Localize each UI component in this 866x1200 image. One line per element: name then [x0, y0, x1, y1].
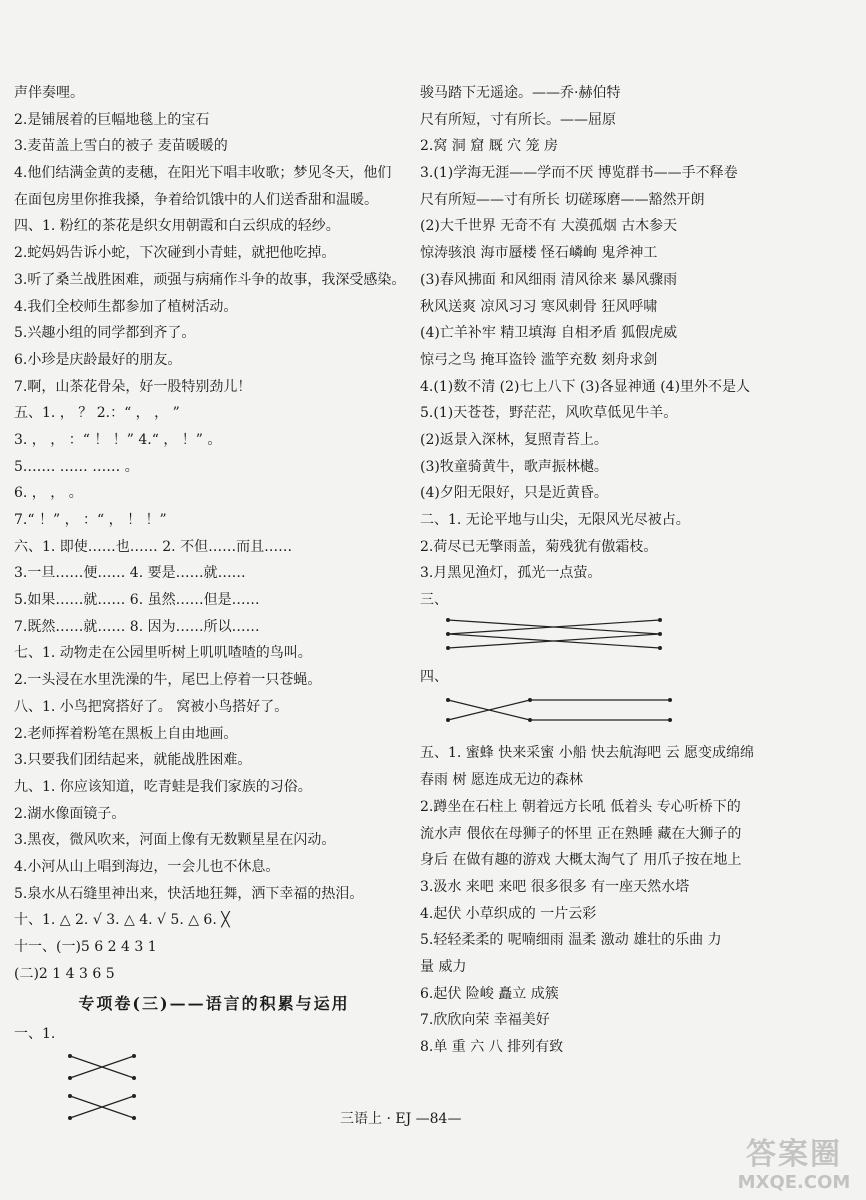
- spacer: [420, 730, 860, 740]
- answer-line: 十一、(一)5 6 2 4 3 1: [14, 939, 157, 955]
- answer-line: 2.老师挥着粉笔在黑板上自由地画。: [14, 725, 238, 742]
- answer-line: 骏马踏下无遥途。——乔·赫伯特: [420, 85, 621, 101]
- answer-line: 3.麦苗盖上雪白的被子 麦苗暖暖的: [14, 138, 228, 155]
- answer-line: (二)2 1 4 3 6 5: [14, 965, 115, 982]
- answer-line: (2)大千世界 无奇不有 大漠孤烟 古木参天: [420, 218, 678, 235]
- page-footer: 三语上 · EJ —84—: [340, 1111, 462, 1127]
- answer-line: 4.小河从山上唱到海边，一会儿也不休息。: [14, 858, 280, 875]
- answer-line: 2.是铺展着的巨幅地毯上的宝石: [14, 111, 210, 128]
- answer-line: 惊涛骇浪 海市蜃楼 怪石嶙峋 鬼斧神工: [420, 245, 658, 262]
- answer-line: 5.泉水从石缝里神出来，快活地狂舞，洒下幸福的热泪。: [14, 885, 364, 902]
- answer-line: 一、1.: [14, 1026, 56, 1043]
- matching-diagram: [420, 690, 740, 730]
- answer-line: 7.啊，山茶花骨朵，好一股特别劲儿！: [14, 378, 252, 395]
- matching-lines: [420, 614, 860, 654]
- answer-line: 2.一头浸在水里洗澡的牛，尾巴上停着一只苍蝇。: [14, 672, 322, 689]
- answer-line: 5.轻轻柔柔的 呢喃细雨 温柔 激动 雄壮的乐曲 力: [420, 932, 722, 949]
- answer-line: 九、1. 你应该知道，吃青蛙是我们家族的习俗。: [14, 778, 312, 795]
- answer-line: (3)牧童骑黄牛，歌声振林樾。: [420, 458, 608, 475]
- answer-line: (4)亡羊补牢 精卫填海 自相矛盾 狐假虎威: [420, 325, 678, 342]
- watermark-site-text: MXQE.COM: [737, 1172, 851, 1193]
- answer-line: 4.我们全校师生都参加了植树活动。: [14, 298, 238, 315]
- answer-line: 秋风送爽 凉风习习 寒风刺骨 狂风呼啸: [420, 298, 658, 315]
- answer-line: 7.“ ！” ， ：“ ， ！ ！”: [14, 512, 167, 528]
- answer-line: 四、: [420, 668, 448, 685]
- answer-line: 2.荷尽已无擎雨盖，菊残犹有傲霜枝。: [420, 538, 658, 555]
- answer-line: 7.欣欣向荣 幸福美好: [420, 1012, 550, 1029]
- answer-line: 3.汲水 来吧 来吧 很多很多 有一座天然水塔: [420, 878, 690, 895]
- answer-line: 6. ， ， 。: [14, 485, 83, 502]
- answer-line: 尺有所短，寸有所长。——屈原: [420, 111, 616, 128]
- answer-line: 2.蹲坐在石柱上 朝着远方长吼 低着头 专心听桥下的: [420, 798, 741, 815]
- answer-line: 3.(1)学海无涯——学而不厌 博览群书——手不释卷: [420, 165, 738, 182]
- answer-line: 惊弓之鸟 掩耳盗铃 滥竽充数 刻舟求剑: [420, 351, 658, 368]
- section-heading: 专项卷(三)——语言的积累与运用: [78, 994, 350, 1014]
- matching-lines: [14, 1048, 414, 1088]
- answer-line: 五、1. ， ？ 2.：“ ， ， ”: [14, 405, 180, 422]
- answer-line: 5.如果……就…… 6. 虽然……但是……: [14, 592, 260, 609]
- answer-line: 6.起伏 险峻 矗立 成簇: [420, 985, 559, 1002]
- watermark-logo-text: 答案圈: [746, 1137, 842, 1172]
- spacer: [420, 654, 860, 664]
- left-column: [14, 80, 414, 1128]
- answer-line: 二、1. 无论平地与山尖，无限风光尽被占。: [420, 512, 690, 528]
- answer-line: 3.月黑见渔灯，孤光一点萤。: [420, 565, 602, 582]
- answer-line: 2.窝 洞 窟 厩 穴 笼 房: [420, 138, 559, 155]
- answer-line: 六、1. 即使……也…… 2. 不但……而且……: [14, 538, 293, 555]
- answer-line: 8.单 重 六 八 排列有致: [420, 1039, 564, 1055]
- answer-line: 在面包房里你推我搡，争着给饥饿中的人们送香甜和温暖。: [14, 191, 378, 208]
- answer-line: 5.…… …… …… 。: [14, 458, 139, 475]
- answer-line: 4.(1)数不清 (2)七上八下 (3)各显神通 (4)里外不是人: [420, 378, 751, 395]
- answer-line: 八、1. 小鸟把窝搭好了。 窝被小鸟搭好了。: [14, 698, 289, 715]
- answer-line: 流水声 偎依在母狮子的怀里 正在熟睡 藏在大狮子的: [420, 825, 742, 842]
- answer-line: 十、1. △ 2. √ 3. △ 4. √ 5. △ 6. ╳: [14, 912, 230, 929]
- answer-line: 身后 在做有趣的游戏 大概太淘气了 用爪子按在地上: [420, 852, 742, 869]
- answer-line: 6.小珍是庆龄最好的朋友。: [14, 351, 182, 368]
- answer-line: 5.兴趣小组的同学都到齐了。: [14, 325, 196, 342]
- answer-line: 春雨 树 愿连成无边的森林: [420, 772, 583, 789]
- answer-line: 三、: [420, 592, 448, 609]
- answer-line: 量 威力: [420, 958, 467, 975]
- answer-line: 3.黑夜，微风吹来，河面上像有无数颗星星在闪动。: [14, 832, 336, 849]
- answer-line: 尺有所短——寸有所长 切磋琢磨——豁然开朗: [420, 191, 705, 208]
- answer-line: 2.湖水像面镜子。: [14, 805, 126, 822]
- matching-lines: [420, 690, 860, 730]
- answer-line: (4)夕阳无限好，只是近黄昏。: [420, 485, 608, 502]
- answer-line: (3)春风拂面 和风细雨 清风徐来 暴风骤雨: [420, 271, 678, 288]
- answer-line: 5.(1)天苍苍，野茫茫，风吹草低见牛羊。: [420, 405, 678, 422]
- answer-line: 4.起伏 小草织成的 一片云彩: [420, 905, 597, 922]
- answer-line: 3.只要我们团结起来，就能战胜困难。: [14, 752, 252, 769]
- matching-diagram: [420, 614, 740, 654]
- matching-diagram: [14, 1088, 334, 1128]
- matching-diagram: [14, 1048, 334, 1088]
- answer-line: 4.他们结满金黄的麦穗，在阳光下唱丰收歌；梦见冬天，他们: [14, 165, 392, 182]
- answer-line: 3. ， ， ：“ ！ ！” 4.“ ， ！” 。: [14, 431, 222, 448]
- answer-line: 2.蛇妈妈告诉小蛇，下次碰到小青蛙，就把他吃掉。: [14, 245, 336, 262]
- answer-line: 7.既然……就…… 8. 因为……所以……: [14, 618, 260, 635]
- answer-line: 声伴奏哩。: [14, 85, 84, 101]
- answer-line: 3.听了桑兰战胜困难，顽强与病痛作斗争的故事，我深受感染。: [14, 271, 406, 288]
- watermark-logo: [730, 1138, 858, 1196]
- answer-line: 七、1. 动物走在公园里听树上叽叽喳喳的鸟叫。: [14, 645, 312, 662]
- right-column: [420, 80, 860, 1061]
- answer-line: 四、1. 粉红的茶花是织女用朝霞和白云织成的轻纱。: [14, 218, 340, 235]
- answer-line: 3.一旦……便…… 4. 要是……就……: [14, 565, 246, 582]
- answer-line: 五、1. 蜜蜂 快来采蜜 小船 快去航海吧 云 愿变成绵绵: [420, 745, 755, 762]
- answer-line: (2)返景入深林，复照青苔上。: [420, 431, 608, 448]
